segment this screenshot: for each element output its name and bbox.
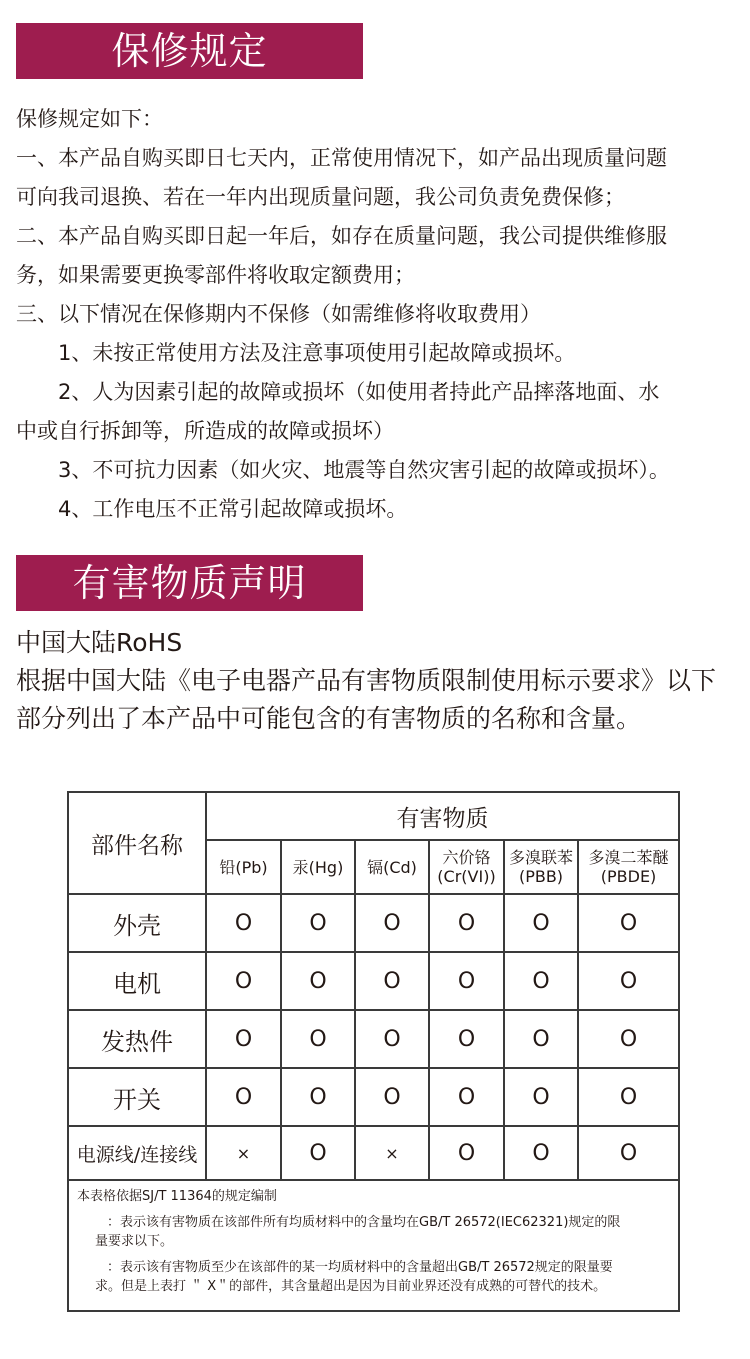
part-name-cell: 开关 — [68, 1068, 206, 1126]
mark-cell: O — [504, 894, 578, 952]
mark-cell: O — [206, 1068, 281, 1126]
mark-cell: × — [355, 1126, 429, 1180]
table-row — [68, 952, 679, 1010]
warranty-line: 3、不可抗力因素（如火灾、地震等自然灾害引起的故障或损坏）。 — [58, 458, 670, 482]
mark-cell: O — [578, 1010, 679, 1068]
mark-cell: O — [355, 952, 429, 1010]
warranty-line: 可向我司退换、若在一年内出现质量问题，我公司负责免费保修； — [16, 185, 625, 209]
mark-cell: O — [281, 1068, 355, 1126]
intro-line: 部分列出了本产品中可能包含的有害物质的名称和含量。 — [16, 704, 642, 733]
part-name-cell: 发热件 — [68, 1010, 206, 1068]
note-o-line: ：表示该有害物质在该部件所有均质材料中的含量均在GB/T 26572(IEC62321)规定的限 — [107, 1215, 621, 1230]
hazard-substance-header: 有害物质 — [206, 792, 679, 840]
mark-cell: O — [578, 952, 679, 1010]
note-o-line: 量要求以下。 — [95, 1234, 174, 1249]
table-row — [68, 1126, 679, 1180]
warranty-line: 中或自行拆卸等，所造成的故障或损坏） — [16, 419, 394, 443]
part-name-cell: 外壳 — [68, 894, 206, 952]
substance-header-pbb: 多溴联苯 (PBB) — [504, 840, 578, 894]
warranty-heading: 保修规定 — [16, 23, 363, 79]
note-o — [77, 1213, 668, 1251]
warranty-text — [16, 100, 742, 529]
warranty-line: 保修规定如下： — [16, 107, 163, 131]
mark-cell: O — [504, 1126, 578, 1180]
table-row — [68, 1010, 679, 1068]
table-row — [68, 894, 679, 952]
substance-header-hg: 汞(Hg) — [281, 840, 355, 894]
mark-cell: O — [504, 1068, 578, 1126]
rohs-subtitle: 中国大陆RoHS — [16, 628, 183, 657]
mark-cell: O — [355, 1068, 429, 1126]
mark-cell: O — [429, 952, 504, 1010]
warranty-line: 4、工作电压不正常引起故障或损坏。 — [58, 497, 408, 521]
note-x-line: ：表示该有害物质至少在该部件的某一均质材料中的含量超出GB/T 26572规定的限量要 — [107, 1260, 613, 1275]
substance-header-cd: 镉(Cd) — [355, 840, 429, 894]
part-name-header: 部件名称 — [68, 792, 206, 894]
warranty-line: 2、人为因素引起的故障或损坏（如使用者持此产品摔落地面、水 — [58, 380, 660, 404]
mark-cell: O — [281, 1010, 355, 1068]
hazard-table — [67, 791, 680, 1312]
note-x-line: 求。但是上表打 ＂ X＂的部件，其含量超出是因为目前业界还没有成熟的可替代的技术。 — [95, 1279, 607, 1294]
substance-header-pb: 铅(Pb) — [206, 840, 281, 894]
notes-basis: 本表格依据SJ/T 11364的规定编制 — [77, 1189, 277, 1204]
warranty-line: 1、未按正常使用方法及注意事项使用引起故障或损坏。 — [58, 341, 576, 365]
table-row — [68, 1068, 679, 1126]
mark-cell: O — [578, 1126, 679, 1180]
part-name-cell: 电机 — [68, 952, 206, 1010]
warranty-line: 一、本产品自购买即日七天内，正常使用情况下，如产品出现质量问题 — [16, 146, 667, 170]
warranty-line: 务，如果需要更换零部件将收取定额费用； — [16, 263, 415, 287]
mark-cell: O — [281, 894, 355, 952]
warranty-line: 三、以下情况在保修期内不保修（如需维修将收取费用） — [16, 302, 541, 326]
mark-cell: O — [281, 1126, 355, 1180]
mark-cell: O — [429, 1010, 504, 1068]
hazard-intro — [16, 624, 742, 738]
note-x — [77, 1258, 668, 1296]
mark-cell: O — [206, 1010, 281, 1068]
mark-cell: O — [429, 894, 504, 952]
mark-cell: O — [355, 1010, 429, 1068]
mark-cell: O — [504, 1010, 578, 1068]
part-name-cell: 电源线/连接线 — [68, 1126, 206, 1180]
mark-cell: O — [206, 894, 281, 952]
substance-header-crvi: 六价铬 (Cr(VI)) — [429, 840, 504, 894]
mark-cell: O — [355, 894, 429, 952]
mark-cell: O — [281, 952, 355, 1010]
substance-header-pbde: 多溴二苯醚 (PBDE) — [578, 840, 679, 894]
mark-cell: O — [206, 952, 281, 1010]
intro-line: 根据中国大陆《电子电器产品有害物质限制使用标示要求》以下 — [16, 666, 717, 695]
mark-cell: O — [578, 1068, 679, 1126]
mark-cell: O — [578, 894, 679, 952]
warranty-line: 二、本产品自购买即日起一年后，如存在质量问题，我公司提供维修服 — [16, 224, 667, 248]
mark-cell: O — [504, 952, 578, 1010]
mark-cell: O — [429, 1126, 504, 1180]
hazard-heading: 有害物质声明 — [16, 555, 363, 611]
mark-cell: × — [206, 1126, 281, 1180]
table-notes — [68, 1180, 679, 1311]
mark-cell: O — [429, 1068, 504, 1126]
